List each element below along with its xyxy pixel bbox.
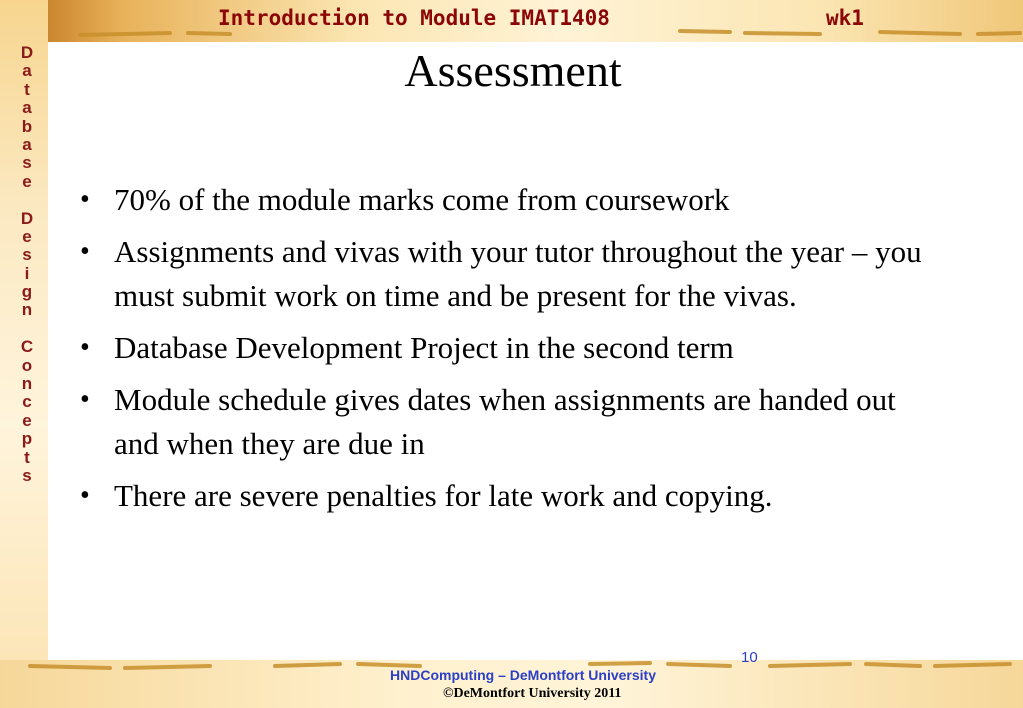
side-letter: s bbox=[22, 153, 32, 173]
bullet-list bbox=[76, 178, 926, 526]
bullet-item bbox=[76, 474, 926, 518]
side-letter bbox=[14, 320, 40, 338]
bullet-marker: • bbox=[80, 184, 90, 215]
bullet-text: There are severe penalties for late work and copying. bbox=[114, 478, 773, 513]
side-letter: s bbox=[22, 245, 32, 265]
side-letter: e bbox=[22, 171, 32, 191]
side-letter: e bbox=[22, 410, 32, 430]
side-letter: t bbox=[24, 447, 30, 467]
bullet-item bbox=[76, 378, 926, 466]
footer-copyright: ©DeMontfort University 2011 bbox=[443, 686, 622, 701]
side-letter: p bbox=[21, 429, 33, 449]
bullet-item bbox=[76, 230, 926, 318]
side-letter: n bbox=[21, 374, 33, 394]
side-letter: a bbox=[22, 98, 32, 118]
side-letter: o bbox=[21, 355, 33, 375]
page-number: 10 bbox=[741, 649, 758, 666]
header-title: Introduction to Module IMAT1408 bbox=[218, 6, 610, 30]
side-letter: D bbox=[20, 43, 34, 62]
vertical-course-title bbox=[14, 44, 40, 485]
bullet-text: Assignments and vivas with your tutor throughout the year – you must submit work on time and be present for the vivas. bbox=[114, 234, 922, 313]
side-letter bbox=[14, 191, 40, 209]
side-letter: a bbox=[22, 134, 32, 154]
bullet-marker: • bbox=[80, 236, 90, 267]
side-letter: D bbox=[20, 208, 34, 228]
side-letter: g bbox=[21, 282, 33, 302]
side-letter: e bbox=[22, 226, 32, 246]
side-letter: t bbox=[24, 79, 30, 99]
side-letter: a bbox=[22, 61, 32, 81]
side-letter: s bbox=[22, 465, 32, 485]
bullet-item bbox=[76, 178, 926, 222]
side-letter: c bbox=[22, 392, 32, 412]
bullet-item bbox=[76, 326, 926, 370]
header-week-label: wk1 bbox=[826, 6, 864, 30]
side-letter: n bbox=[21, 300, 33, 320]
side-letter: i bbox=[24, 263, 30, 283]
slide-title: Assessment bbox=[404, 45, 622, 96]
bullet-marker: • bbox=[80, 480, 90, 511]
bullet-text: 70% of the module marks come from coursework bbox=[114, 182, 730, 217]
bullet-text: Module schedule gives dates when assignments are handed out and when they are due in bbox=[114, 382, 896, 461]
side-letter: b bbox=[21, 116, 33, 136]
side-letter: C bbox=[20, 337, 34, 357]
footer-institution: HNDComputing – DeMontfort University bbox=[390, 667, 656, 683]
bullet-marker: • bbox=[80, 332, 90, 363]
bullet-text: Database Development Project in the second term bbox=[114, 330, 734, 365]
bullet-marker: • bbox=[80, 384, 90, 415]
